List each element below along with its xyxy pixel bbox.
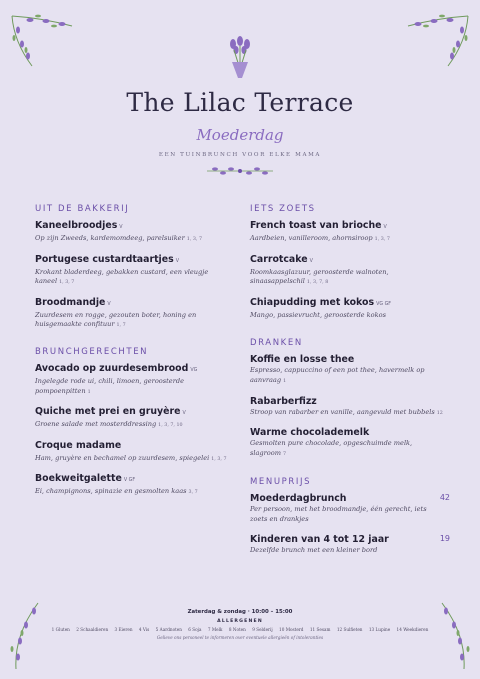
allergen-codes: 1, 7 bbox=[116, 323, 126, 329]
allergen-entry: 7 Melk bbox=[207, 627, 223, 632]
menu-item bbox=[35, 363, 230, 397]
item-description: Stroop van rabarber en vanille, aangevuld met bubbels 12 bbox=[250, 407, 443, 416]
menu-item bbox=[35, 220, 230, 245]
menu-item bbox=[35, 440, 230, 465]
allergen-codes: 1, 3, 7, 8 bbox=[306, 280, 329, 286]
item-description: Ingelegde rode ui, chili, limoen, geroosterde pompoenpitten 1 bbox=[35, 376, 184, 395]
menu-item bbox=[250, 396, 450, 419]
dietary-tag: V bbox=[107, 301, 111, 307]
dietary-tag: V bbox=[175, 258, 180, 264]
item-name: Croque madame bbox=[35, 439, 122, 451]
allergen-entry: 1 Gluten bbox=[51, 627, 70, 632]
menu-item bbox=[35, 297, 230, 331]
allergen-entry: 13 Lupine bbox=[368, 627, 391, 632]
left-column bbox=[35, 204, 230, 507]
allergen-codes: 1, 3, 7 bbox=[186, 237, 203, 242]
allergen-entry: 5 Aardnoten bbox=[155, 627, 182, 632]
allergen-entry: 3 Eieren bbox=[114, 627, 133, 632]
item-name: Broodmandje V bbox=[35, 296, 111, 308]
item-description: Espresso, cappuccino of een pot thee, havermelk op aanvraag 1 bbox=[250, 366, 425, 384]
item-description: Zuurdesem en rogge, gezouten boter, honing en huisgemaakte confituur 1, 7 bbox=[35, 310, 197, 329]
item-description: Op zijn Zweeds, kardemomdeeg, parelsuiker 1, 3, 7 bbox=[35, 234, 203, 242]
allergen-codes: 1, 3, 7 bbox=[211, 456, 227, 462]
allergen-codes: 1 bbox=[283, 378, 287, 384]
allergen-entry: 6 Soja bbox=[188, 627, 202, 632]
section-title-dranken: DRANKEN bbox=[250, 338, 303, 349]
lavender-corner-decoration bbox=[8, 12, 76, 70]
item-description: Roomkaasglazuur, geroosterde walnoten, sinaasappelschil 1, 3, 7, 8 bbox=[250, 267, 389, 286]
lavender-bouquet-icon bbox=[226, 36, 254, 80]
item-name: Carrotcake V bbox=[250, 253, 313, 265]
restaurant-name: The Lilac Terrace bbox=[126, 88, 354, 117]
item-description: Ham, gruyère en bechamel op zuurdesem, spiegelei 1, 3, 7 bbox=[35, 453, 227, 462]
allergen-codes: 1, 3, 7 bbox=[59, 280, 75, 286]
right-column bbox=[250, 204, 450, 564]
item-price: 42 bbox=[439, 493, 450, 503]
allergen-entry: 9 Selderij bbox=[252, 627, 273, 632]
item-description: Krokant bladerdeeg, gebakken custard, een vleugje kaneel 1, 3, 7 bbox=[35, 267, 209, 286]
menu-item bbox=[250, 297, 450, 321]
section-title-menuprijs: MENUPRIJS bbox=[250, 477, 312, 488]
dietary-tag: V bbox=[309, 258, 313, 264]
allergen-entry: 8 Noten bbox=[228, 627, 246, 632]
allergen-entry: 4 Vis bbox=[138, 627, 150, 632]
item-description: Per persoon, met het broodmandje, één gerecht, iets zoets en drankjes bbox=[250, 505, 427, 523]
allergen-codes: 1, 3, 7, 10 bbox=[158, 423, 183, 429]
price-item bbox=[250, 534, 450, 556]
allergen-entry: 12 Sulfieten bbox=[336, 627, 363, 632]
menu-item bbox=[250, 427, 450, 459]
menu-item bbox=[35, 473, 230, 498]
item-description: Groene salade met mosterddressing 1, 3, 7, 10 bbox=[35, 420, 183, 429]
menu-item bbox=[35, 406, 230, 431]
allergens-title: ALLERGENEN bbox=[217, 619, 263, 624]
allergen-codes: 3, 7 bbox=[188, 490, 198, 496]
item-name: Quiche met prei en gruyère V bbox=[35, 406, 186, 418]
allergen-entry: 10 Mosterd bbox=[279, 627, 304, 632]
allergen-codes: 12 bbox=[436, 410, 443, 416]
allergy-note: Gelieve ons personeel te informeren over eventuele allergieën of intoleranties bbox=[156, 635, 324, 640]
lavender-sprig-divider bbox=[205, 165, 275, 177]
item-price: 19 bbox=[439, 533, 450, 543]
dietary-tag: V GF bbox=[123, 478, 136, 484]
opening-hours: Zaterdag & zondag · 10:00 – 15:00 bbox=[187, 609, 293, 615]
section-title-zoets: IETS ZOETS bbox=[250, 204, 316, 214]
allergens-list bbox=[0, 627, 480, 632]
tagline: EEN TUINBRUNCH VOOR ELKE MAMA bbox=[158, 152, 322, 158]
item-name: Moederdagbrunch bbox=[250, 493, 347, 505]
dietary-tag: V bbox=[119, 225, 123, 230]
allergen-entry: 2 Schaaldieren bbox=[76, 627, 109, 632]
item-name: Avocado op zuurdesembrood VG bbox=[35, 362, 198, 374]
item-name: Kaneelbroodjes V bbox=[35, 220, 123, 231]
allergen-codes: 1 bbox=[87, 389, 91, 395]
dietary-tag: V bbox=[182, 411, 186, 417]
section-title-brunch: BRUNCHGERECHTEN bbox=[35, 346, 149, 357]
dietary-tag: VG GF bbox=[376, 301, 392, 307]
item-description: Aardbeien, vanilleroom, ahornsiroop 1, 3, 7 bbox=[250, 234, 390, 242]
menu-item bbox=[250, 220, 450, 245]
item-name: Kinderen van 4 tot 12 jaar bbox=[250, 533, 389, 545]
item-name: Rabarberfizz bbox=[250, 395, 317, 407]
item-name: Koffie en losse thee bbox=[250, 354, 355, 366]
item-name: French toast van brioche V bbox=[250, 220, 387, 231]
lavender-corner-decoration bbox=[404, 12, 472, 70]
section-title-bakkerij: UIT DE BAKKERIJ bbox=[35, 204, 130, 214]
allergen-entry: 14 Weekdieren bbox=[396, 627, 429, 632]
menu-item bbox=[250, 254, 450, 288]
menu-item bbox=[35, 254, 230, 288]
occasion-subtitle: Moederdag bbox=[196, 126, 284, 144]
item-description: Ei, champignons, spinazie en gesmolten kaas 3, 7 bbox=[35, 487, 198, 496]
allergen-entry: 11 Sesam bbox=[309, 627, 331, 632]
item-name: Chiapudding met kokos VG GF bbox=[250, 296, 392, 308]
item-name: Portugese custardtaartjes V bbox=[35, 253, 180, 265]
allergen-codes: 1, 3, 7 bbox=[374, 237, 390, 242]
item-name: Boekweitgalette V GF bbox=[35, 473, 136, 485]
footer bbox=[0, 609, 480, 640]
item-description: Mango, passievrucht, geroosterde kokos bbox=[250, 310, 386, 319]
item-name: Warme chocolademelk bbox=[250, 427, 370, 439]
dietary-tag: V bbox=[383, 225, 387, 230]
allergen-codes: 7 bbox=[283, 451, 287, 457]
dietary-tag: VG bbox=[190, 367, 198, 373]
item-description: Dezelfde brunch met een kleiner bord bbox=[250, 545, 378, 554]
item-description: Gesmolten pure chocolade, opgeschuimde melk, slagroom 7 bbox=[250, 439, 413, 457]
price-item bbox=[250, 493, 450, 524]
menu-item bbox=[250, 354, 450, 386]
